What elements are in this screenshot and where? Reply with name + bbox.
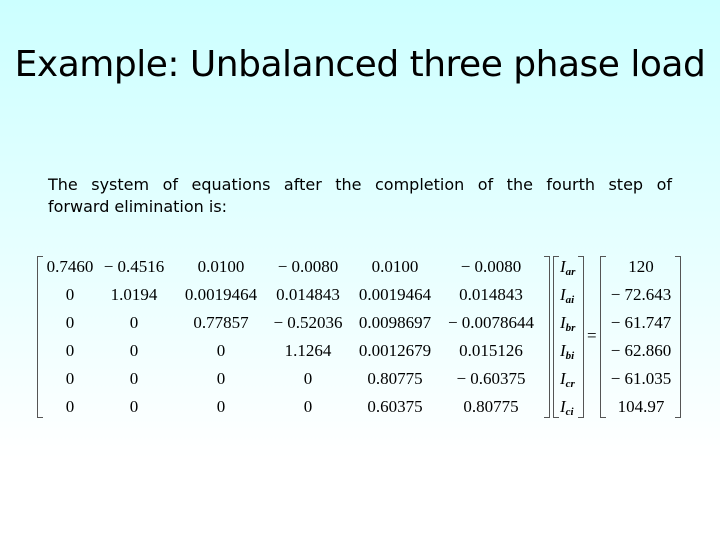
matrix-cell-r2-c4: 0.014843: [276, 285, 340, 304]
equals-sign: =: [587, 326, 597, 345]
rhs-value-3: − 61.747: [610, 313, 672, 332]
unknown-Iar: $I_{ar}$: [560, 257, 576, 278]
matrix-cell-r1-c1: 0.7460: [46, 257, 94, 276]
unknown-Ibr: $I_{br}$: [560, 313, 576, 334]
description-text: [48, 174, 672, 218]
matrix-cell-r1-c6: − 0.0080: [460, 257, 522, 276]
matrix-cell-r4-c6: 0.015126: [459, 341, 523, 360]
rhs-value-5: − 61.035: [610, 369, 672, 388]
matrix-cell-r3-c6: − 0.0078644: [447, 313, 535, 332]
matrix-cell-r5-c2: 0: [129, 369, 139, 388]
unknown-Ici: $I_{ci}$: [560, 397, 574, 418]
matrix-cell-r3-c3: 0.77857: [193, 313, 249, 332]
matrix-cell-r4-c1: 0: [65, 341, 75, 360]
matrix-cell-r5-c4: 0: [303, 369, 313, 388]
matrix-cell-r2-c1: 0: [65, 285, 75, 304]
matrix-cell-r5-c5: 0.80775: [367, 369, 423, 388]
rhs-value-4: − 62.860: [610, 341, 672, 360]
slide-title: Example: Unbalanced three phase load: [14, 44, 706, 85]
matrix-cell-r6-c5: 0.60375: [367, 397, 423, 416]
matrix-cell-r1-c3: 0.0100: [197, 257, 245, 276]
matrix-cell-r4-c3: 0: [216, 341, 226, 360]
matrix-cell-r2-c6: 0.014843: [459, 285, 523, 304]
rhs-value-6: 104.97: [617, 397, 665, 416]
rhs-value-2: − 72.643: [610, 285, 672, 304]
description-line-1: The system of equations after the completion of the fourth step of: [48, 175, 672, 194]
coefficient-matrix: [40, 257, 548, 417]
matrix-cell-r2-c2: 1.0194: [110, 285, 158, 304]
matrix-cell-r3-c5: 0.0098697: [358, 313, 432, 332]
matrix-cell-r4-c2: 0: [129, 341, 139, 360]
matrix-cell-r3-c2: 0: [129, 313, 139, 332]
matrix-cell-r6-c2: 0: [129, 397, 139, 416]
matrix-cell-r5-c3: 0: [216, 369, 226, 388]
matrix-cell-r6-c1: 0: [65, 397, 75, 416]
unknown-Icr: $I_{cr}$: [560, 369, 575, 390]
matrix-cell-r3-c4: − 0.52036: [273, 313, 343, 332]
description-line-2: forward elimination is:: [48, 197, 228, 216]
matrix-cell-r1-c2: − 0.4516: [103, 257, 165, 276]
matrix-cell-r4-c4: 1.1264: [284, 341, 332, 360]
rhs-vector: [605, 257, 677, 417]
matrix-cell-r2-c5: 0.0019464: [358, 285, 432, 304]
unknowns-vector: [559, 257, 581, 417]
matrix-cell-r5-c6: − 0.60375: [456, 369, 526, 388]
matrix-cell-r6-c4: 0: [303, 397, 313, 416]
rhs-value-1: 120: [628, 257, 654, 276]
matrix-cell-r1-c5: 0.0100: [371, 257, 419, 276]
matrix-cell-r1-c4: − 0.0080: [277, 257, 339, 276]
matrix-cell-r2-c3: 0.0019464: [184, 285, 258, 304]
matrix-cell-r5-c1: 0: [65, 369, 75, 388]
unknown-Ibi: $I_{bi}$: [560, 341, 575, 362]
matrix-cell-r4-c5: 0.0012679: [358, 341, 432, 360]
matrix-cell-r3-c1: 0: [65, 313, 75, 332]
matrix-cell-r6-c6: 0.80775: [463, 397, 519, 416]
matrix-cell-r6-c3: 0: [216, 397, 226, 416]
unknown-Iai: $I_{ai}$: [560, 285, 575, 306]
